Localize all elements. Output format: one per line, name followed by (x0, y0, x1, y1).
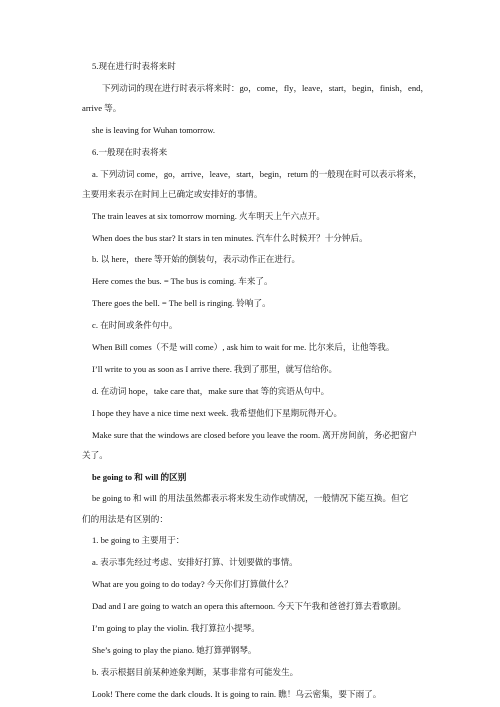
example-sentence: Dad and I are going to watch an opera this afternoon. 今天下午我和爸爸打算去看歌剧。 (92, 601, 407, 612)
example-sentence: I’ll write to you as soon as I arrive there. 我到了那里，就写信给你。 (92, 363, 338, 374)
paragraph-line: b. 以 here，there 等开始的倒装句，表示动作正在进行。 (92, 254, 301, 265)
example-sentence: Look! There come the dark clouds. It is going to rain. 瞧！乌云密集，要下雨了。 (92, 688, 382, 699)
paragraph-line: 关了。 (82, 449, 108, 460)
section-heading: 5.现在进行时表将来时 (92, 61, 176, 71)
paragraph-line: b. 表示根据目前某种迹象判断，某事非常有可能发生。 (92, 666, 299, 677)
example-sentence: Make sure that the windows are closed before you leave the room. 离开房间前，务必把窗户 (92, 429, 417, 440)
subheading: 1. be going to 主要用于： (92, 535, 185, 546)
example-sentence: I’m going to play the violin. 我打算拉小提琴。 (92, 622, 260, 633)
paragraph-line: 主要用来表示在时间上已确定或安排好的事情。 (82, 188, 263, 199)
example-sentence: Here comes the bus. = The bus is coming. 车来了。 (92, 276, 273, 287)
paragraph-line: a. 表示事先经过考虑、安排好打算、计划要做的事情。 (92, 557, 298, 568)
section-heading: 6.一般现在时表将来 (92, 146, 168, 157)
section-heading: be going to 和 will 的区别 (92, 471, 187, 482)
paragraph-line: c. 在时间或条件句中。 (92, 320, 178, 331)
example-sentence: There goes the bell. = The bell is ringing. 铃响了。 (92, 298, 271, 309)
example-sentence: What are you going to do today? 今天你们打算做什么？ (92, 579, 293, 590)
paragraph-line: be going to 和 will 的用法虽然都表示将来发生动作或情况，一般情况下能互换。但它 (92, 493, 409, 504)
example-sentence: I hope they have a nice time next week. 我希望他们下星期玩得开心。 (92, 407, 343, 418)
paragraph-line: a. 下列动词 come，go，arrive，leave，start，begin，return 的一般现在时可以表示将来， (92, 168, 422, 179)
paragraph-line: 们的用法是有区别的： (82, 513, 168, 524)
example-sentence: When does the bus star? It stars in ten minutes. 汽车什么时候开？十分钟后。 (92, 232, 368, 243)
paragraph-line: d. 在动词 hope，take care that，make sure that 等的宾语从句中。 (92, 385, 330, 396)
example-sentence: The train leaves at six tomorrow morning. 火车明天上午六点开。 (92, 210, 325, 221)
document-body (82, 60, 430, 701)
paragraph-line: arrive 等。 (82, 102, 122, 113)
example-sentence: When Bill comes（不是 will come）, ask him to wait for me. 比尔来后，让他等我。 (92, 341, 395, 352)
paragraph-line: 下列动词的现在进行时表示将来时：go，come，fly，leave，start，begin，finish，end， (102, 82, 430, 93)
example-sentence: She’s going to play the piano. 她打算弹钢琴。 (92, 644, 257, 655)
example-sentence: she is leaving for Wuhan tomorrow. (92, 124, 216, 135)
